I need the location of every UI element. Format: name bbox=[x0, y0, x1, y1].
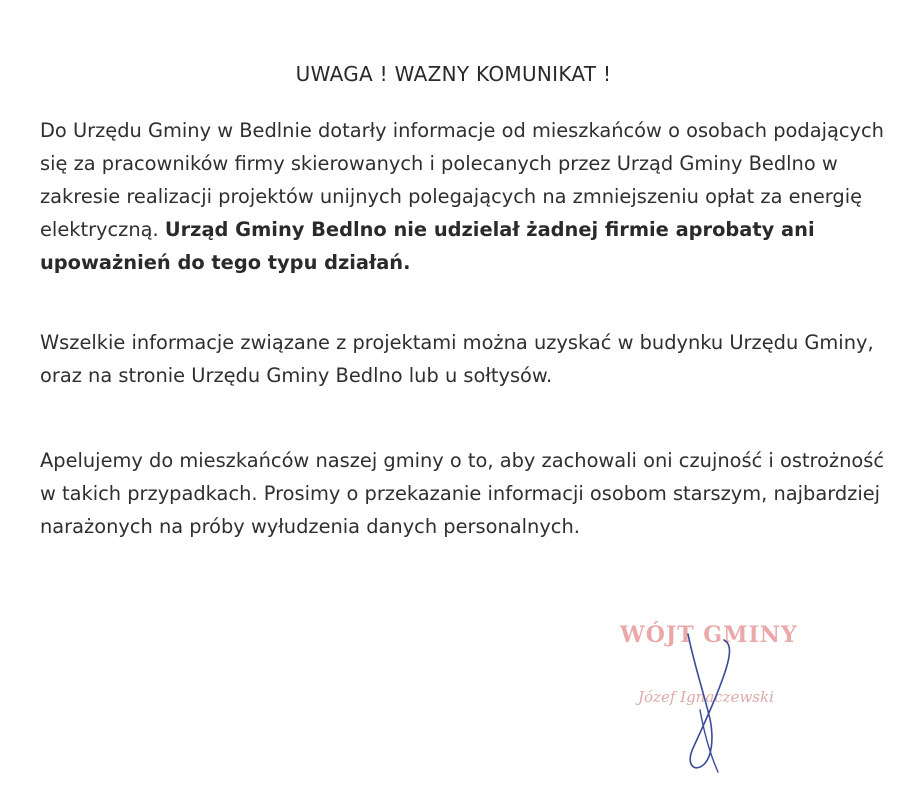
stamp-title: WÓJT GMINY bbox=[620, 622, 798, 648]
paragraph-warning bbox=[40, 114, 890, 279]
official-stamp bbox=[614, 614, 864, 784]
handwritten-signature bbox=[614, 614, 864, 784]
notice-title: UWAGA ! WAZNY KOMUNIKAT ! bbox=[295, 62, 612, 86]
stamp-name: Józef Ignaczewski bbox=[638, 688, 774, 706]
paragraph-information: Wszelkie informacje związane z projektami można uzyskać w budynku Urzędu Gminy, oraz na stronie Urzędu Gminy Bedlno lub u sołtysów. bbox=[40, 331, 874, 387]
paragraph-warning-text: Do Urzędu Gminy w Bedlnie dotarły informacje od mieszkańców o osobach podających się za pracowników firmy skierowanych i polecanych przez Urząd Gminy Bedlno w zakresie realizacji projektów unijnych polegających na zmniejszeniu opłat za energię elektryczną. bbox=[40, 119, 884, 241]
paragraph-warning-bold: Urząd Gminy Bedlno nie udzielał żadnej firmie aprobaty ani upoważnień do tego typu działań. bbox=[40, 218, 815, 274]
paragraph-appeal: Apelujemy do mieszkańców naszej gminy o to, aby zachowali oni czujność i ostrożność w takich przypadkach. Prosimy o przekazanie informacji osobom starszym, najbardziej narażonych na próby wyłudzenia danych personalnych. bbox=[40, 449, 885, 538]
